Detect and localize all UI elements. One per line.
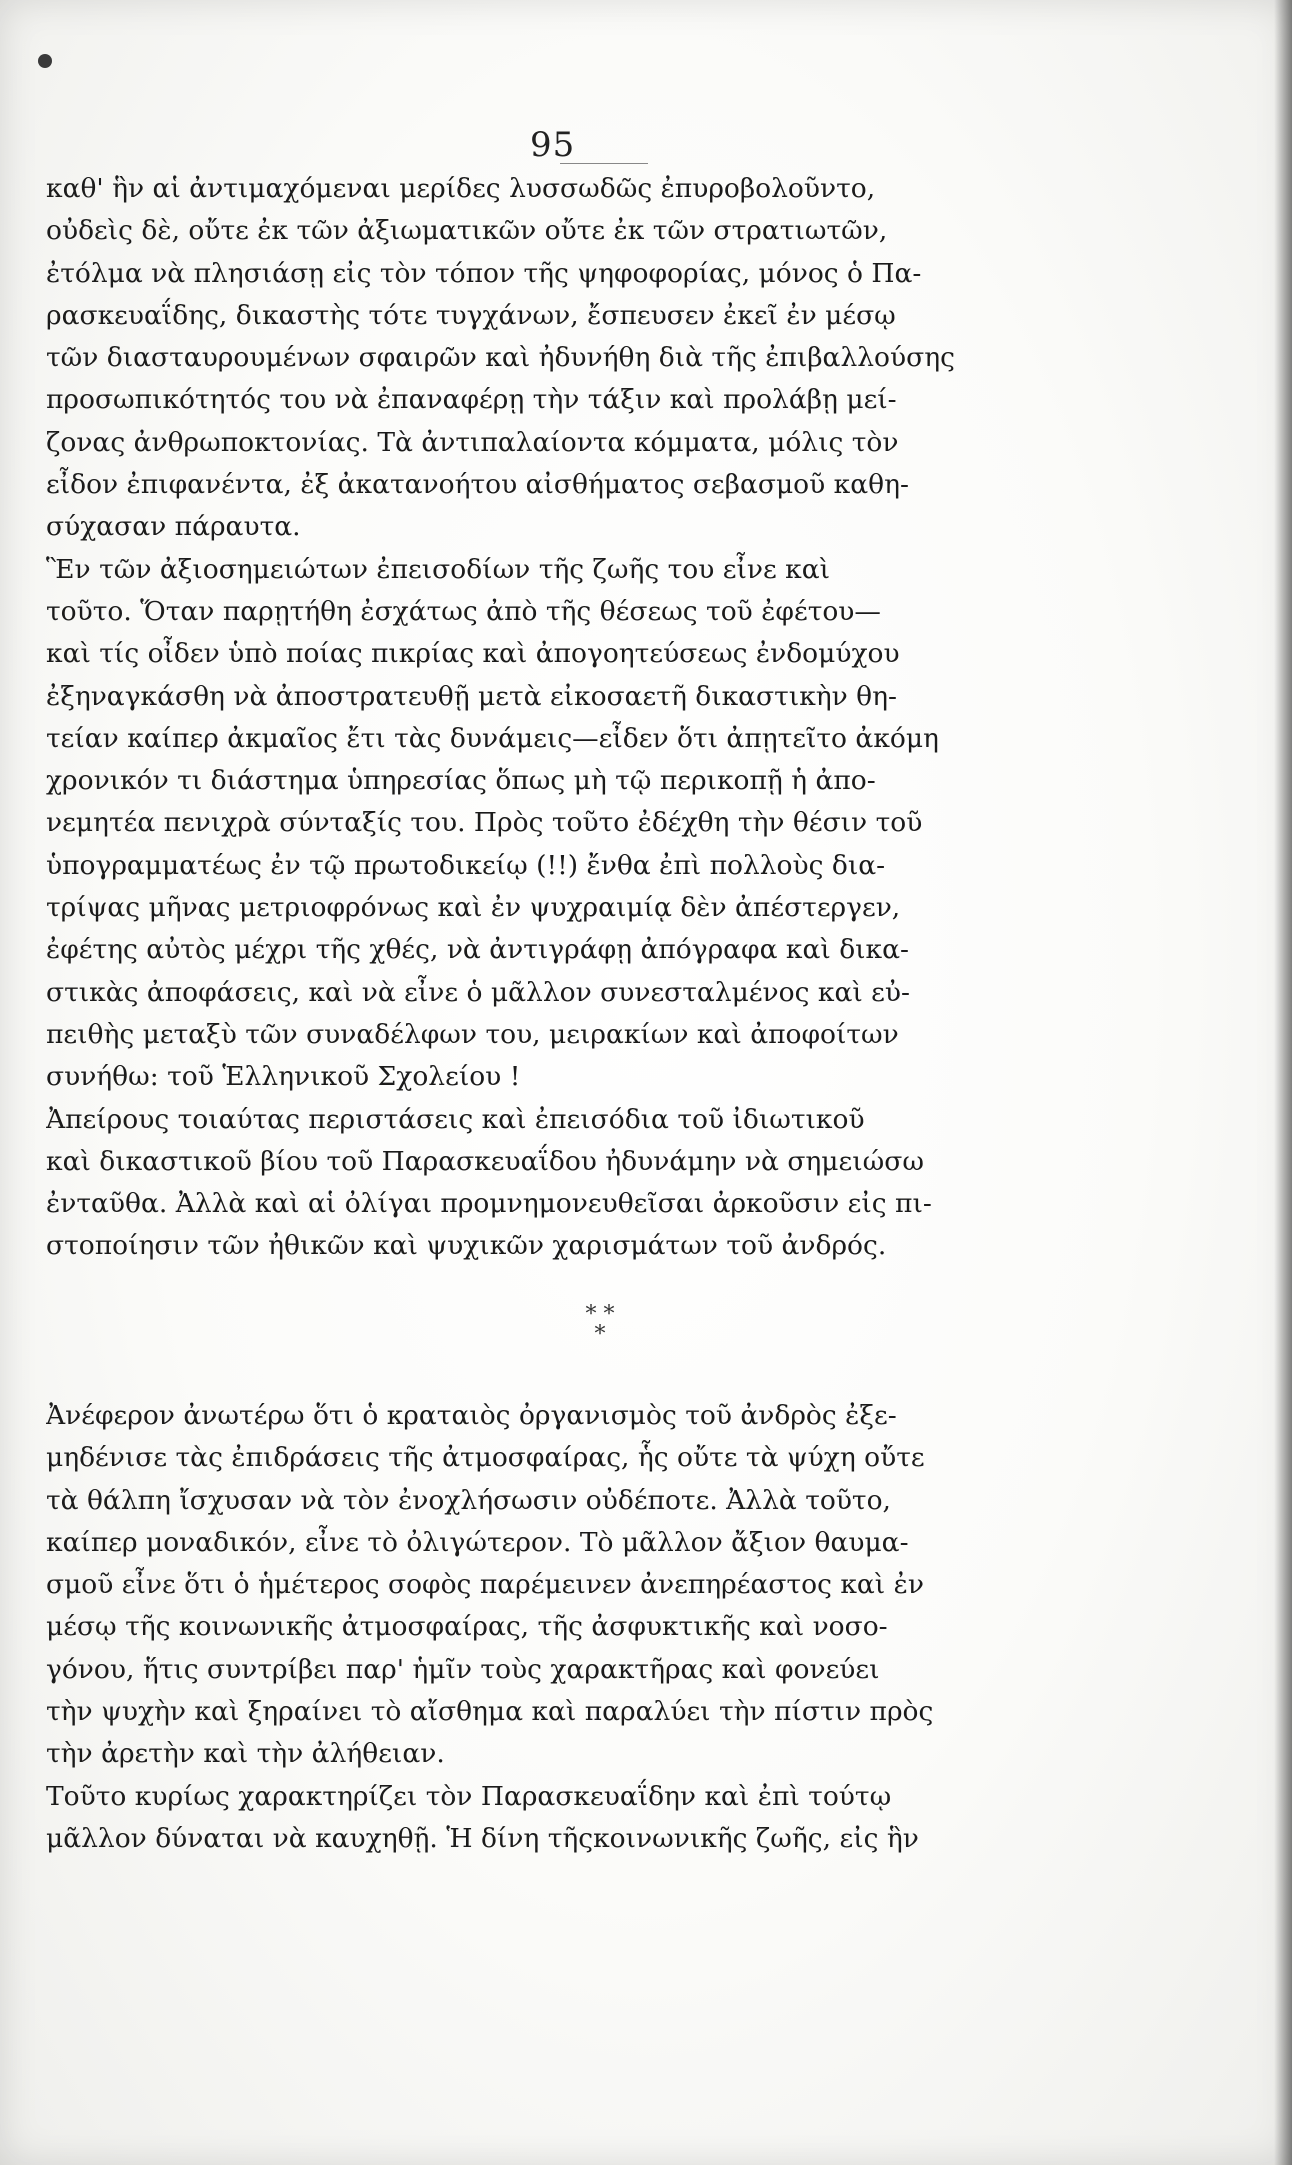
text-line: τὴν ψυχὴν καὶ ξηραίνει τὸ αἴσθημα καὶ παραλύει τὴν πίστιν πρὸς — [46, 1696, 934, 1728]
text-line: Ἀνέφερον ἀνωτέρω ὅτι ὁ κραταιὸς ὀργανισμὸς τοῦ ἀνδρὸς ἐξε- — [46, 1400, 897, 1431]
text-line: συνήθω: τοῦ Ἑλληνικοῦ Σχολείου ! — [46, 1061, 521, 1093]
text-line: καὶ τίς οἶδεν ὑπὸ ποίας πικρίας καὶ ἀπογοητεύσεως ἐνδομύχου — [46, 638, 900, 670]
text-line: γόνου, ἥτις συντρίβει παρ' ἡμῖν τοὺς χαρακτῆρας καὶ φονεύει — [46, 1653, 880, 1685]
ink-dot — [38, 54, 52, 68]
text-line: μᾶλλον δύναται νὰ καυχηθῇ. Ἡ δίνη τῆςκοινωνικῆς ζωῆς, εἰς ἣν — [46, 1822, 919, 1854]
asterism-top: * * — [585, 1302, 615, 1327]
text-line: σμοῦ εἶνε ὅτι ὁ ἡμέτερος σοφὸς παρέμεινεν ἀνεπηρέαστος καὶ ἐν — [46, 1569, 924, 1601]
text-block-section — [46, 1395, 1126, 1860]
text-line: καὶ δικαστικοῦ βίου τοῦ Παρασκευαΐδου ἠδυνάμην νὰ σημειώσω — [46, 1145, 924, 1177]
text-line: Ἓν τῶν ἀξιοσημειώτων ἐπεισοδίων τῆς ζωῆς του εἶνε καὶ — [46, 553, 831, 585]
text-line: τείαν καίπερ ἀκμαῖος ἔτι τὰς δυνάμεις—εἶδεν ὅτι ἀπῃτεῖτο ἀκόμη — [46, 722, 939, 754]
text-line: στικὰς ἀποφάσεις, καὶ νὰ εἶνε ὁ μᾶλλον συνεσταλμένος καὶ εὐ- — [46, 976, 910, 1008]
text-line: τὴν ἀρετὴν καὶ τὴν ἀλήθειαν. — [46, 1738, 445, 1770]
text-line: πειθὴς μεταξὺ τῶν συναδέλφων του, μειρακίων καὶ ἀποφοίτων — [46, 1018, 899, 1050]
text-line: καίπερ μοναδικόν, εἶνε τὸ ὀλιγώτερον. Τὸ μᾶλλον ἄξιον θαυμα- — [46, 1526, 909, 1558]
text-line: στοποίησιν τῶν ἠθικῶν καὶ ψυχικῶν χαρισμάτων τοῦ ἀνδρός. — [46, 1230, 887, 1262]
text-line: καθ' ἣν αἱ ἀντιμαχόμεναι μερίδες λυσσωδῶς ἐπυροβολοῦντο, — [46, 173, 876, 204]
text-line: ἐτόλμα νὰ πλησιάσῃ εἰς τὸν τόπον τῆς ψηφοφορίας, μόνος ὁ Πα- — [46, 257, 922, 289]
page-number-underline — [560, 163, 648, 164]
page-edge-shadow — [1274, 0, 1292, 2165]
text-line: ὑπογραμματέως ἐν τῷ πρωτοδικείῳ (!!) ἔνθα ἐπὶ πολλοὺς δια- — [46, 849, 886, 881]
section-asterism — [555, 1302, 645, 1347]
text-line: προσωπικότητός του νὰ ἐπαναφέρῃ τὴν τάξιν καὶ προλάβῃ μεί- — [46, 384, 897, 416]
text-line: Τοῦτο κυρίως χαρακτηρίζει τὸν Παρασκευαΐδην καὶ ἐπὶ τούτῳ — [46, 1780, 892, 1812]
text-line: νεμητέα πενιχρὰ σύνταξίς του. Πρὸς τοῦτο ἐδέχθη τὴν θέσιν τοῦ — [46, 807, 923, 839]
text-line: ἐφέτης αὐτὸς μέχρι τῆς χθές, νὰ ἀντιγράφῃ ἀπόγραφα καὶ δικα- — [46, 934, 909, 966]
text-line: μηδένισε τὰς ἐπιδράσεις τῆς ἀτμοσφαίρας, ἧς οὔτε τὰ ψύχη οὔτε — [46, 1442, 925, 1474]
text-line: μέσῳ τῆς κοινωνικῆς ἀτμοσφαίρας, τῆς ἀσφυκτικῆς καὶ νοσο- — [46, 1611, 888, 1643]
text-line: χρονικόν τι διάστημα ὑπηρεσίας ὅπως μὴ τῷ περικοπῇ ἡ ἀπο- — [46, 765, 876, 797]
text-line: ἐνταῦθα. Ἀλλὰ καὶ αἱ ὀλίγαι προμνημονευθεῖσαι ἀρκοῦσιν εἰς πι- — [46, 1188, 932, 1220]
text-line: τοῦτο. Ὅταν παρῃτήθη ἐσχάτως ἀπὸ τῆς θέσεως τοῦ ἐφέτου— — [46, 595, 881, 627]
page-number: 95 — [530, 125, 576, 165]
text-line: ρασκευαΐδης, δικαστὴς τότε τυγχάνων, ἔσπευσεν ἐκεῖ ἐν μέσῳ — [46, 299, 896, 331]
text-line: τῶν διασταυρουμένων σφαιρῶν καὶ ἠδυνήθη διὰ τῆς ἐπιβαλλούσης — [46, 342, 955, 374]
text-line: σύχασαν πάραυτα. — [46, 511, 301, 543]
text-line: τὰ θάλπη ἴσχυσαν νὰ τὸν ἐνοχλήσωσιν οὐδέποτε. Ἀλλὰ τοῦτο, — [46, 1484, 891, 1516]
asterism-bottom: * — [594, 1322, 606, 1347]
text-line: εἶδον ἐπιφανέντα, ἐξ ἀκατανοήτου αἰσθήματος σεβασμοῦ καθη- — [46, 469, 909, 501]
text-line: ζονας ἀνθρωποκτονίας. Τὰ ἀντιπαλαίοντα κόμματα, μόλις τὸν — [46, 426, 899, 458]
text-line: τρίψας μῆνας μετριοφρόνως καὶ ἐν ψυχραιμίᾳ δὲν ἀπέστεργεν, — [46, 892, 901, 924]
text-line: Ἀπείρους τοιαύτας περιστάσεις καὶ ἐπεισόδια τοῦ ἰδιωτικοῦ — [46, 1103, 865, 1135]
text-line: ἐξηναγκάσθη νὰ ἀποστρατευθῇ μετὰ εἰκοσαετῆ δικαστικὴν θη- — [46, 680, 897, 712]
text-line: οὐδεὶς δὲ, οὔτε ἐκ τῶν ἀξιωματικῶν οὔτε ἐκ τῶν στρατιωτῶν, — [46, 215, 888, 247]
text-block-main — [46, 168, 1126, 1268]
